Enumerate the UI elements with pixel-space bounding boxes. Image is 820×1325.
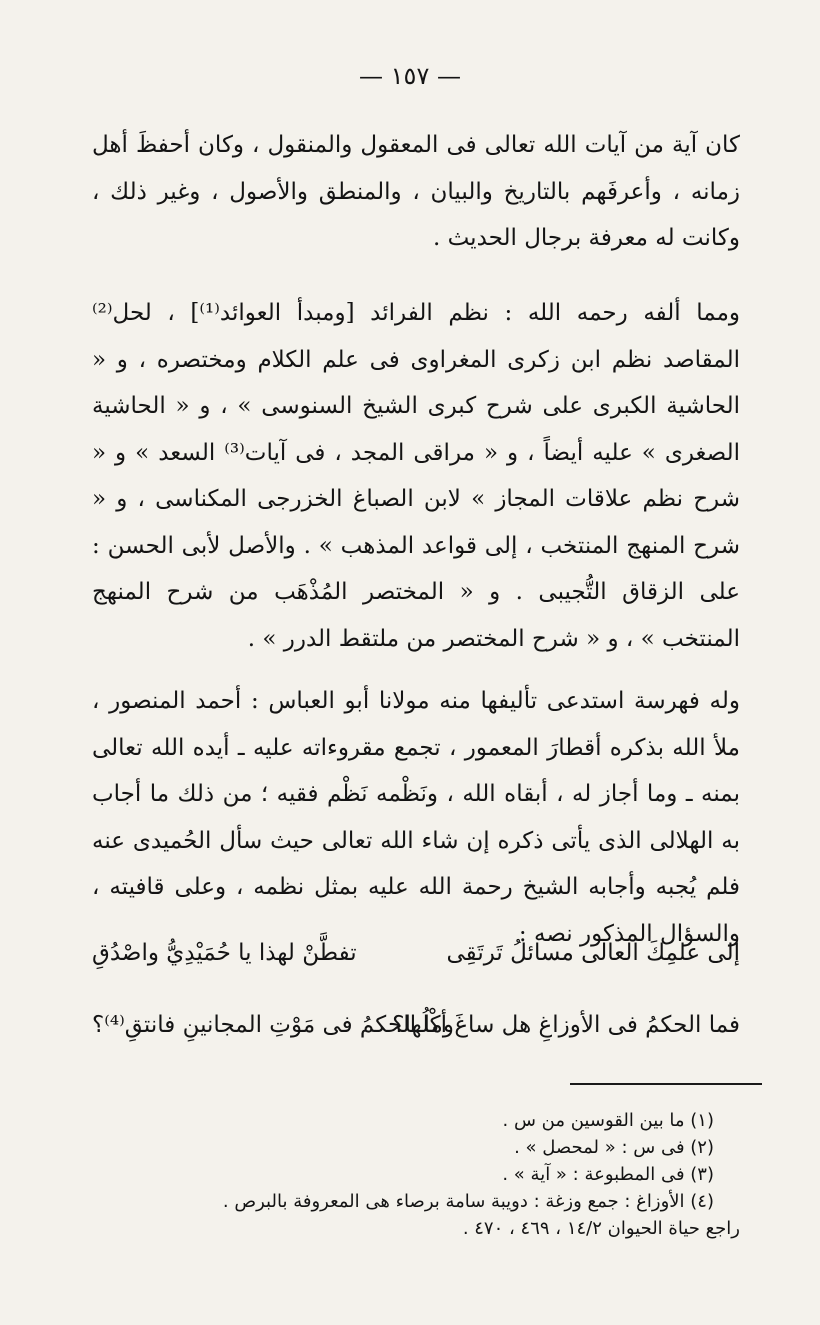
footnote-2: (٢) فى س : « لمحصل » . [514,1137,714,1158]
footnote-4: (٤) الأوزاغ : جمع وزغة : دويبة سامة برصاء هى المعروفة بالبرص . [222,1191,714,1212]
footnote-3: (٣) فى المطبوعة : « آية » . [502,1164,714,1185]
footnote-4-reference: راجع حياة الحيوان ١٤/٢ ، ٤٦٩ ، ٤٧٠ . [462,1218,740,1239]
verse-second-hemistich: تفطَّنْ لهذا يا حُمَيْدِيُّ واصْدُقِ [92,940,357,966]
footnote-1: (١) ما بين القوسين من س . [502,1110,714,1131]
paragraph-scholar-description: كان آية من آيات الله تعالى فى المعقول والمنقول ، وكان أحفظَ أهل زمانه ، وأعرفَهم بالتاريخ والبيان ، والمنطق والأصول ، وغير ذلك ، وكانت له معرفة برجال الحديث . [92,132,740,251]
poem-verse [92,1012,740,1052]
verse-first-hemistich: إلى علمِكَ العالى مسائلُ تَرتَقِى [446,940,740,966]
page-number: — ١٥٧ — [359,62,461,90]
verse-second-hemistich: وما الحكمُ فى مَوْتِ المجانينِ فانتقِ⁽⁴⁾؟ [92,1012,454,1038]
footnote-separator [570,1083,762,1085]
paragraph-works-list: ومما ألفه رحمه الله : نظم الفرائد [ومبدأ العوائد⁽¹⁾] ، لحل⁽²⁾ المقاصد نظم ابن زكرى المغراوى فى علم الكلام ومختصره ، و « الحاشية الكبرى على شرح كبرى الشيخ السنوسى » ، و « الحاشية الصغرى » عليه أيضاً ، و « مراقى المجد ، فى آيات⁽³⁾ السعد » و « شرح نظم علاقات المجاز » لابن الصباغ الخزرجى المكناسى ، و « شرح المنهج المنتخب ، إلى قواعد المذهب » . والأصل لأبى الحسن : على الزقاق التُّجيبى . و « المختصر المُذْهَب من شرح المنهج المنتخب » ، و « شرح المختصر من ملتقط الدرر » . [92,300,741,652]
paragraph-index-and-question: وله فهرسة استدعى تأليفها منه مولانا أبو العباس : أحمد المنصور ، ملأ الله بذكره أقطارَ المعمور ، تجمع مقروءاته عليه ـ أيده الله تعالى بمنه ـ وما أجاز له ، أبقاه الله ، ونَظْمه نَظْم فقيه ؛ من ذلك ما أجاب به الهلالى الذى يأتى ذكره إن شاء الله تعالى حيث سأل الحُميدى عنه فلم يُجبه وأجابه الشيخ رحمة الله عليه بمثل نظمه ، وعلى قافيته ، والسؤال المذكور نصه : [92,688,740,947]
footnotes [92,1107,740,1242]
poem-verse [92,940,740,980]
verse-first-hemistich: فما الحكمُ فى الأوزاغِ هل ساغَ أكْلُها؟ [392,1012,740,1038]
